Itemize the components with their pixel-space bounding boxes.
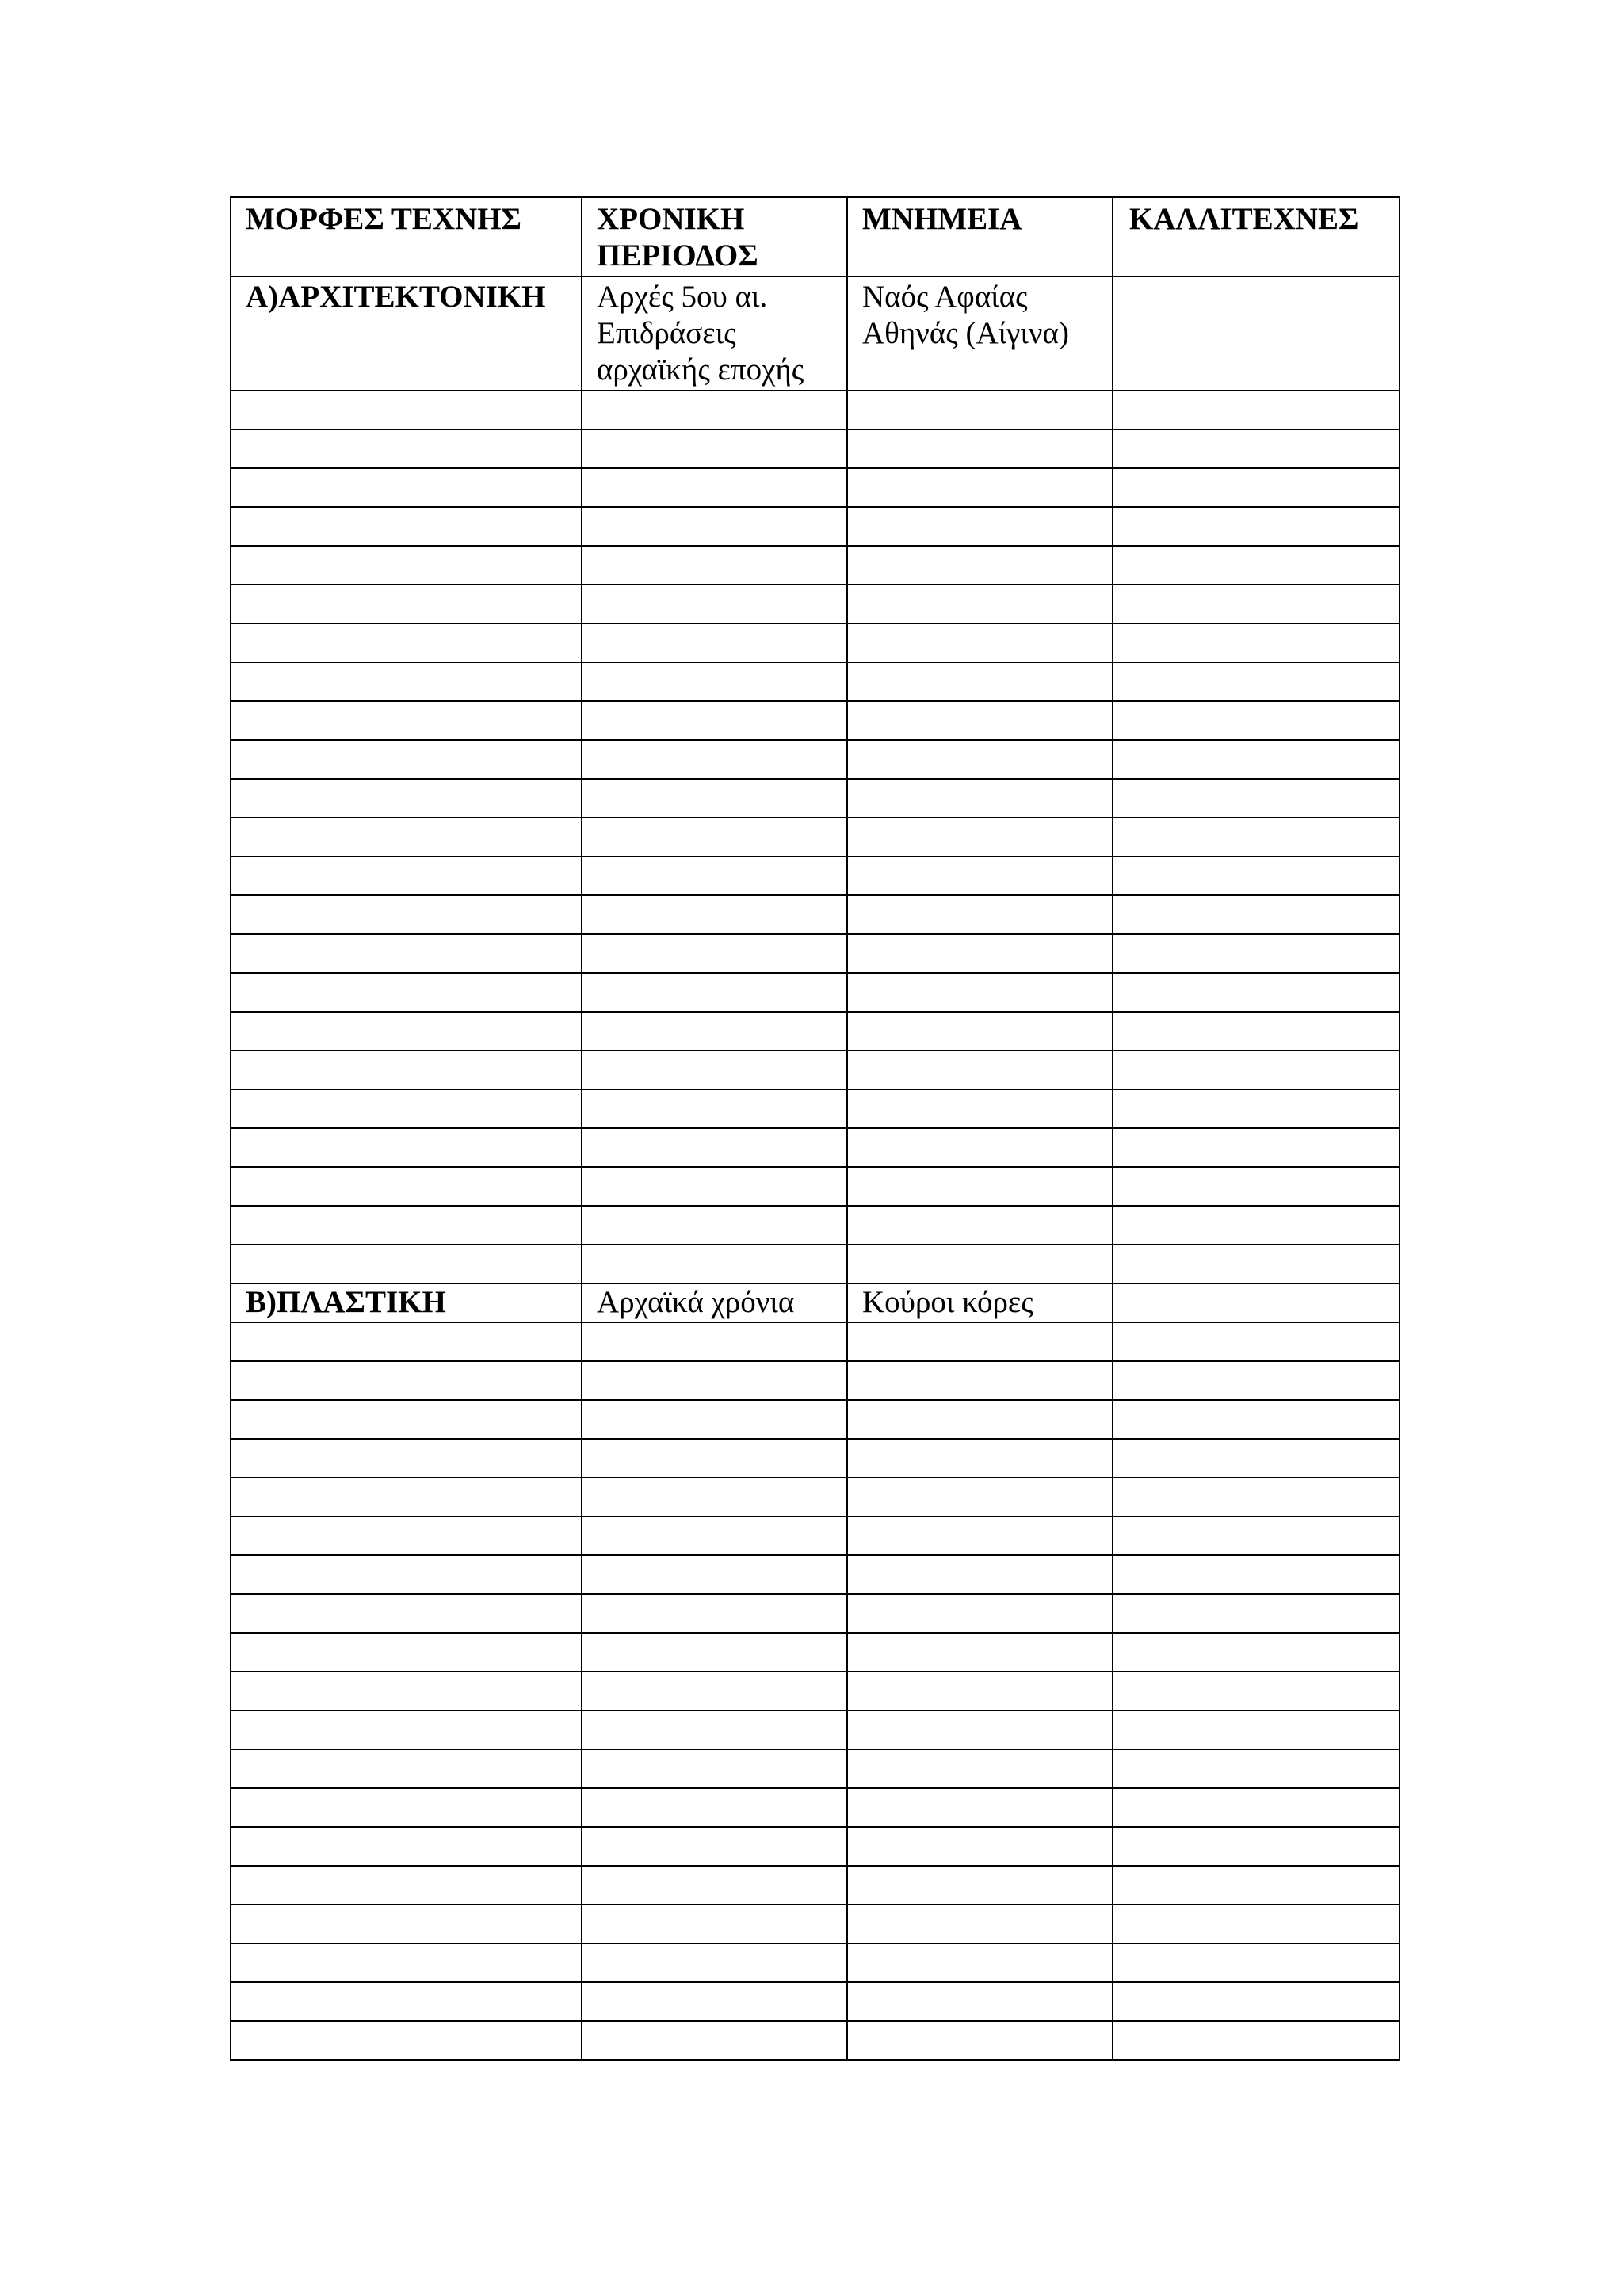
cell-form-architecture [231, 277, 582, 391]
cell-period-empty [582, 1943, 847, 1982]
cell-artists-empty [1113, 662, 1400, 701]
cell-form-empty [231, 1361, 582, 1400]
table-row [231, 779, 1400, 818]
cell-period-empty [582, 507, 847, 546]
cell-artists-empty [1113, 2021, 1400, 2060]
header-artists [1113, 197, 1400, 277]
cell-artists-empty [1113, 1439, 1400, 1478]
table-row [231, 1128, 1400, 1167]
cell-form-sculpture: Β)ΠΛΑΣΤΙΚΗ [231, 1283, 582, 1322]
cell-period-empty [582, 1051, 847, 1089]
cell-monument-empty [847, 1866, 1113, 1905]
cell-monument-empty [847, 1400, 1113, 1439]
table-row [231, 1943, 1400, 1982]
table-row [231, 1167, 1400, 1206]
cell-monument-empty [847, 1167, 1113, 1206]
cell-monument-architecture [847, 277, 1113, 391]
cell-period-empty [582, 391, 847, 429]
header-time-period-line-2: ΠΕΡΙΟΔΟΣ [597, 238, 758, 273]
cell-monument-empty [847, 1943, 1113, 1982]
cell-artists-empty [1113, 1982, 1400, 2021]
table-row [231, 701, 1400, 740]
cell-artists-empty [1113, 1206, 1400, 1245]
table-row [231, 1749, 1400, 1788]
cell-period-empty [582, 973, 847, 1012]
table-row [231, 1827, 1400, 1866]
cell-monument-empty [847, 973, 1113, 1012]
cell-period-empty [582, 1866, 847, 1905]
cell-artists-sculpture [1113, 1283, 1400, 1322]
table-row [231, 1905, 1400, 1943]
cell-period-empty [582, 1788, 847, 1827]
cell-form-empty [231, 624, 582, 662]
cell-form-empty [231, 740, 582, 779]
cell-artists-empty [1113, 1012, 1400, 1051]
cell-period-empty [582, 934, 847, 973]
cell-form-empty [231, 973, 582, 1012]
cell-monument-empty [847, 1478, 1113, 1516]
cell-monument-empty [847, 779, 1113, 818]
cell-period-empty [582, 1711, 847, 1749]
header-monuments-line-1: ΜΝΗΜΕΙΑ [862, 202, 1022, 236]
cell-form-empty [231, 934, 582, 973]
table-row [231, 1051, 1400, 1089]
cell-artists-empty [1113, 1089, 1400, 1128]
cell-monument-empty [847, 1672, 1113, 1711]
table-row-sculpture [231, 1283, 1400, 1322]
cell-period-empty [582, 585, 847, 624]
art-forms-table [230, 196, 1400, 2061]
cell-artists-empty [1113, 934, 1400, 973]
header-artists-line-1: ΚΑΛΛΙΤΕΧΝΕΣ [1129, 202, 1359, 236]
cell-artists-empty [1113, 1555, 1400, 1594]
table-row [231, 1400, 1400, 1439]
table-row [231, 468, 1400, 507]
table-row [231, 818, 1400, 856]
table-row [231, 895, 1400, 934]
cell-period-empty [582, 1089, 847, 1128]
table-row [231, 856, 1400, 895]
cell-form-empty [231, 1905, 582, 1943]
cell-monument-empty [847, 1594, 1113, 1633]
table-row [231, 1633, 1400, 1672]
cell-form-empty [231, 1555, 582, 1594]
cell-form-empty [231, 585, 582, 624]
cell-monument-empty [847, 429, 1113, 468]
cell-period-empty [582, 1322, 847, 1361]
period-architecture-line-1: Αρχές 5ου αι. [597, 280, 768, 314]
cell-period-empty [582, 1827, 847, 1866]
cell-form-empty [231, 1633, 582, 1672]
cell-period-empty [582, 1594, 847, 1633]
table-header-row [231, 197, 1400, 277]
monument-architecture-line-1: Ναός Αφαίας [862, 280, 1028, 314]
cell-artists-empty [1113, 818, 1400, 856]
period-architecture-line-3: αρχαϊκής εποχής [597, 353, 804, 387]
table-row [231, 1089, 1400, 1128]
cell-period-empty [582, 1245, 847, 1283]
cell-form-empty [231, 1322, 582, 1361]
table-row [231, 1245, 1400, 1283]
cell-period-empty [582, 895, 847, 934]
table-row-architecture [231, 277, 1400, 391]
cell-artists-empty [1113, 546, 1400, 585]
cell-form-empty [231, 1516, 582, 1555]
cell-period-empty [582, 1555, 847, 1594]
cell-form-empty [231, 818, 582, 856]
table-row [231, 1322, 1400, 1361]
cell-monument-empty [847, 1516, 1113, 1555]
cell-artists-empty [1113, 1672, 1400, 1711]
cell-period-empty [582, 429, 847, 468]
cell-monument-empty [847, 1555, 1113, 1594]
cell-artists-empty [1113, 1400, 1400, 1439]
cell-period-empty [582, 856, 847, 895]
period-architecture-line-2: Επιδράσεις [597, 316, 736, 350]
table-row [231, 1982, 1400, 2021]
table-row [231, 1516, 1400, 1555]
cell-artists-empty [1113, 429, 1400, 468]
cell-artists-empty [1113, 1866, 1400, 1905]
table-row [231, 1478, 1400, 1516]
cell-artists-empty [1113, 1361, 1400, 1400]
cell-monument-empty [847, 1982, 1113, 2021]
header-art-forms-line-1: ΜΟΡΦΕΣ ΤΕΧΝΗΣ [246, 202, 522, 236]
cell-form-empty [231, 1206, 582, 1245]
cell-monument-empty [847, 1206, 1113, 1245]
cell-form-empty [231, 1672, 582, 1711]
cell-monument-empty [847, 895, 1113, 934]
table-row [231, 546, 1400, 585]
cell-form-empty [231, 1245, 582, 1283]
header-time-period-line-1: ΧΡΟΝΙΚΗ [597, 202, 745, 236]
cell-form-empty [231, 1128, 582, 1167]
cell-artists-empty [1113, 1827, 1400, 1866]
cell-form-empty [231, 1439, 582, 1478]
cell-artists-empty [1113, 391, 1400, 429]
table-row [231, 1711, 1400, 1749]
cell-form-empty [231, 1943, 582, 1982]
form-architecture-label: Α)ΑΡΧΙΤΕΚΤΟΝΙΚΗ [246, 280, 546, 314]
table-row [231, 973, 1400, 1012]
table-row [231, 429, 1400, 468]
cell-period-empty [582, 624, 847, 662]
cell-period-empty [582, 1672, 847, 1711]
cell-artists-empty [1113, 1478, 1400, 1516]
header-time-period [582, 197, 847, 277]
cell-monument-empty [847, 662, 1113, 701]
cell-artists-empty [1113, 1711, 1400, 1749]
cell-artists-empty [1113, 740, 1400, 779]
header-monuments [847, 197, 1113, 277]
cell-form-empty [231, 546, 582, 585]
cell-monument-empty [847, 1089, 1113, 1128]
cell-form-empty [231, 1400, 582, 1439]
table-row [231, 391, 1400, 429]
cell-artists-empty [1113, 1633, 1400, 1672]
cell-artists-empty [1113, 585, 1400, 624]
cell-artists-empty [1113, 1905, 1400, 1943]
table-row [231, 1788, 1400, 1827]
cell-artists-empty [1113, 701, 1400, 740]
cell-period-empty [582, 1206, 847, 1245]
cell-monument-empty [847, 1439, 1113, 1478]
cell-period-empty [582, 2021, 847, 2060]
cell-monument-empty [847, 1051, 1113, 1089]
table-row [231, 2021, 1400, 2060]
cell-period-empty [582, 1167, 847, 1206]
cell-monument-empty [847, 1361, 1113, 1400]
table-row [231, 1594, 1400, 1633]
cell-monument-empty [847, 1749, 1113, 1788]
cell-form-empty [231, 468, 582, 507]
cell-artists-empty [1113, 1749, 1400, 1788]
cell-period-empty [582, 546, 847, 585]
cell-period-empty [582, 1439, 847, 1478]
cell-monument-empty [847, 740, 1113, 779]
cell-artists-empty [1113, 1516, 1400, 1555]
table-row [231, 1012, 1400, 1051]
cell-monument-empty [847, 1788, 1113, 1827]
cell-period-empty [582, 468, 847, 507]
monument-architecture-line-2: Αθηνάς (Αίγινα) [862, 316, 1069, 350]
cell-period-sculpture: Αρχαϊκά χρόνια [582, 1283, 847, 1322]
cell-form-empty [231, 2021, 582, 2060]
cell-artists-empty [1113, 1594, 1400, 1633]
cell-artists-empty [1113, 1322, 1400, 1361]
cell-monument-empty [847, 1245, 1113, 1283]
table-row [231, 1672, 1400, 1711]
header-art-forms [231, 197, 582, 277]
cell-monument-empty [847, 1128, 1113, 1167]
cell-monument-empty [847, 507, 1113, 546]
cell-monument-empty [847, 2021, 1113, 2060]
cell-monument-empty [847, 934, 1113, 973]
cell-artists-empty [1113, 507, 1400, 546]
table-row [231, 624, 1400, 662]
table-row [231, 662, 1400, 701]
cell-monument-empty [847, 856, 1113, 895]
cell-artists-empty [1113, 1943, 1400, 1982]
table-row [231, 1866, 1400, 1905]
cell-period-architecture [582, 277, 847, 391]
cell-form-empty [231, 1089, 582, 1128]
cell-artists-architecture [1113, 277, 1400, 391]
cell-period-empty [582, 1361, 847, 1400]
cell-period-empty [582, 1516, 847, 1555]
cell-monument-sculpture: Κούροι κόρες [847, 1283, 1113, 1322]
cell-monument-empty [847, 1905, 1113, 1943]
cell-artists-empty [1113, 1051, 1400, 1089]
cell-form-empty [231, 856, 582, 895]
cell-artists-empty [1113, 1245, 1400, 1283]
cell-artists-empty [1113, 973, 1400, 1012]
cell-monument-empty [847, 391, 1113, 429]
cell-form-empty [231, 662, 582, 701]
cell-period-empty [582, 1982, 847, 2021]
table-row [231, 585, 1400, 624]
cell-artists-empty [1113, 624, 1400, 662]
cell-form-empty [231, 429, 582, 468]
cell-period-empty [582, 779, 847, 818]
cell-form-empty [231, 391, 582, 429]
cell-form-empty [231, 1167, 582, 1206]
cell-form-empty [231, 1788, 582, 1827]
cell-form-empty [231, 1749, 582, 1788]
cell-form-empty [231, 1982, 582, 2021]
table-row [231, 1439, 1400, 1478]
cell-period-empty [582, 1012, 847, 1051]
cell-period-empty [582, 1905, 847, 1943]
cell-artists-empty [1113, 1167, 1400, 1206]
cell-period-empty [582, 662, 847, 701]
cell-monument-empty [847, 1322, 1113, 1361]
cell-form-empty [231, 701, 582, 740]
cell-monument-empty [847, 585, 1113, 624]
cell-monument-empty [847, 546, 1113, 585]
cell-form-empty [231, 779, 582, 818]
table-row [231, 1361, 1400, 1400]
table-row [231, 740, 1400, 779]
table-row [231, 934, 1400, 973]
cell-period-empty [582, 740, 847, 779]
cell-form-empty [231, 1594, 582, 1633]
cell-monument-empty [847, 1012, 1113, 1051]
cell-artists-empty [1113, 1128, 1400, 1167]
cell-period-empty [582, 1400, 847, 1439]
cell-artists-empty [1113, 856, 1400, 895]
cell-form-empty [231, 1827, 582, 1866]
cell-form-empty [231, 1012, 582, 1051]
cell-monument-empty [847, 1633, 1113, 1672]
cell-form-empty [231, 1866, 582, 1905]
cell-period-empty [582, 701, 847, 740]
cell-artists-empty [1113, 895, 1400, 934]
table-row [231, 1206, 1400, 1245]
cell-form-empty [231, 1711, 582, 1749]
cell-artists-empty [1113, 1788, 1400, 1827]
cell-monument-empty [847, 818, 1113, 856]
cell-monument-empty [847, 701, 1113, 740]
cell-period-empty [582, 1478, 847, 1516]
cell-form-empty [231, 1051, 582, 1089]
cell-artists-empty [1113, 468, 1400, 507]
table-row [231, 507, 1400, 546]
cell-form-empty [231, 507, 582, 546]
cell-form-empty [231, 1478, 582, 1516]
cell-period-empty [582, 1749, 847, 1788]
cell-monument-empty [847, 468, 1113, 507]
table-row [231, 1555, 1400, 1594]
cell-period-empty [582, 818, 847, 856]
cell-period-empty [582, 1633, 847, 1672]
cell-period-empty [582, 1128, 847, 1167]
cell-monument-empty [847, 1711, 1113, 1749]
cell-monument-empty [847, 624, 1113, 662]
cell-form-empty [231, 895, 582, 934]
cell-artists-empty [1113, 779, 1400, 818]
cell-monument-empty [847, 1827, 1113, 1866]
